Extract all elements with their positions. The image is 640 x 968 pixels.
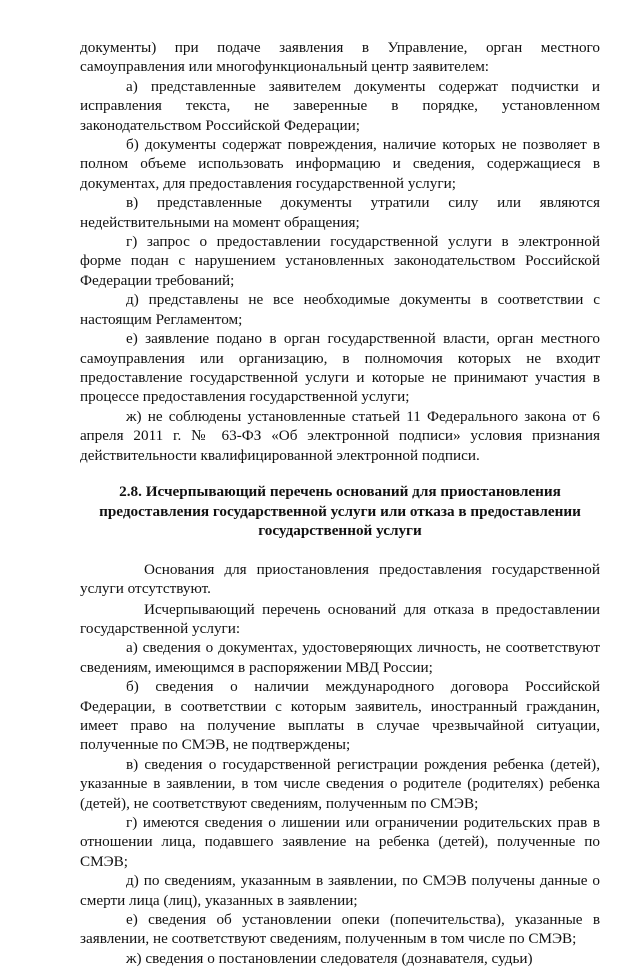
section-heading-line2: предоставления государственной услуги или отказа в предоставлении (99, 502, 581, 520)
section-heading-line1: 2.8. Исчерпывающий перечень оснований для приостановления (119, 482, 561, 500)
list-item-zh: ж) не соблюдены установленные статьей 11 Федерального закона от 6 апреля 2011 г. № 63-ФЗ «Об электронной подписи» условия признания действительности квалифицированной электронной подписи. (80, 407, 600, 464)
refusal-item-g: г) имеются сведения о лишении или ограничении родительских прав в отношении лица, подавшего заявление на ребенка (детей), полученные по СМЭВ; (80, 814, 600, 870)
list-item-b: б) документы содержат повреждения, наличие которых не позволяет в полном объеме использовать информацию и сведения, содержащиеся в документах, для предоставления государственной услуги; (80, 136, 600, 192)
list-item-e: е) заявление подано в орган государственной власти, орган местного самоуправления или организацию, в полномочия которых не входит предоставление государственной услуги и которые не принимают участия в процессе предоставления государственной услуги; (80, 330, 600, 406)
list-item-g: г) запрос о предоставлении государственной услуги в электронной форме подан с нарушением установленных законодательством Российской Федерации требований; (80, 233, 600, 289)
paragraph-refusal-intro: Исчерпывающий перечень оснований для отказа в предоставлении государственной услуги: (80, 600, 600, 637)
refusal-item-a: а) сведения о документах, удостоверяющих личность, не соответствуют сведениям, имеющимся в распоряжении МВД России; (80, 639, 600, 676)
refusal-item-d: д) по сведениям, указанным в заявлении, по СМЭВ получены данные о смерти лица (лиц), указанных в заявлении; (80, 872, 600, 909)
refusal-item-zh: ж) сведения о постановлении следователя (дознавателя, судьи) (126, 949, 533, 967)
list-item-d: д) представлены не все необходимые документы в соответствии с настоящим Регламентом; (80, 291, 600, 328)
list-item-v: в) представленные документы утратили силу или являются недействительными на момент обращения; (80, 194, 600, 231)
section-heading-line3: государственной услуги (258, 522, 422, 540)
paragraph-continuation: документы) при подаче заявления в Управление, орган местного самоуправления или многофункциональный центр заявителем: (80, 39, 600, 76)
refusal-item-e: е) сведения об установлении опеки (попечительства), указанные в заявлении, не соответствуют сведениям, полученным в том числе по СМЭВ; (80, 911, 600, 948)
paragraph-no-suspension: Основания для приостановления предоставления государственной услуги отсутствуют. (80, 560, 600, 598)
refusal-item-v: в) сведения о государственной регистрации рождения ребенка (детей), указанные в заявлении, в том числе сведения о родителе (родителях) ребенка (детей), не соответствуют сведениям, полученным по СМЭВ; (80, 755, 600, 812)
list-item-a: а) представленные заявителем документы содержат подчистки и исправления текста, не заверенные в порядке, установленном законодательством Российской Федерации; (80, 77, 600, 134)
section-heading (80, 482, 600, 541)
refusal-item-b: б) сведения о наличии международного договора Российской Федерации, в соответствии с которым заявитель, иностранный гражданин, имеет право на получение выплаты в случае чрезвычайной ситуации, полученные по СМЭВ, не подтверждены; (80, 678, 600, 754)
